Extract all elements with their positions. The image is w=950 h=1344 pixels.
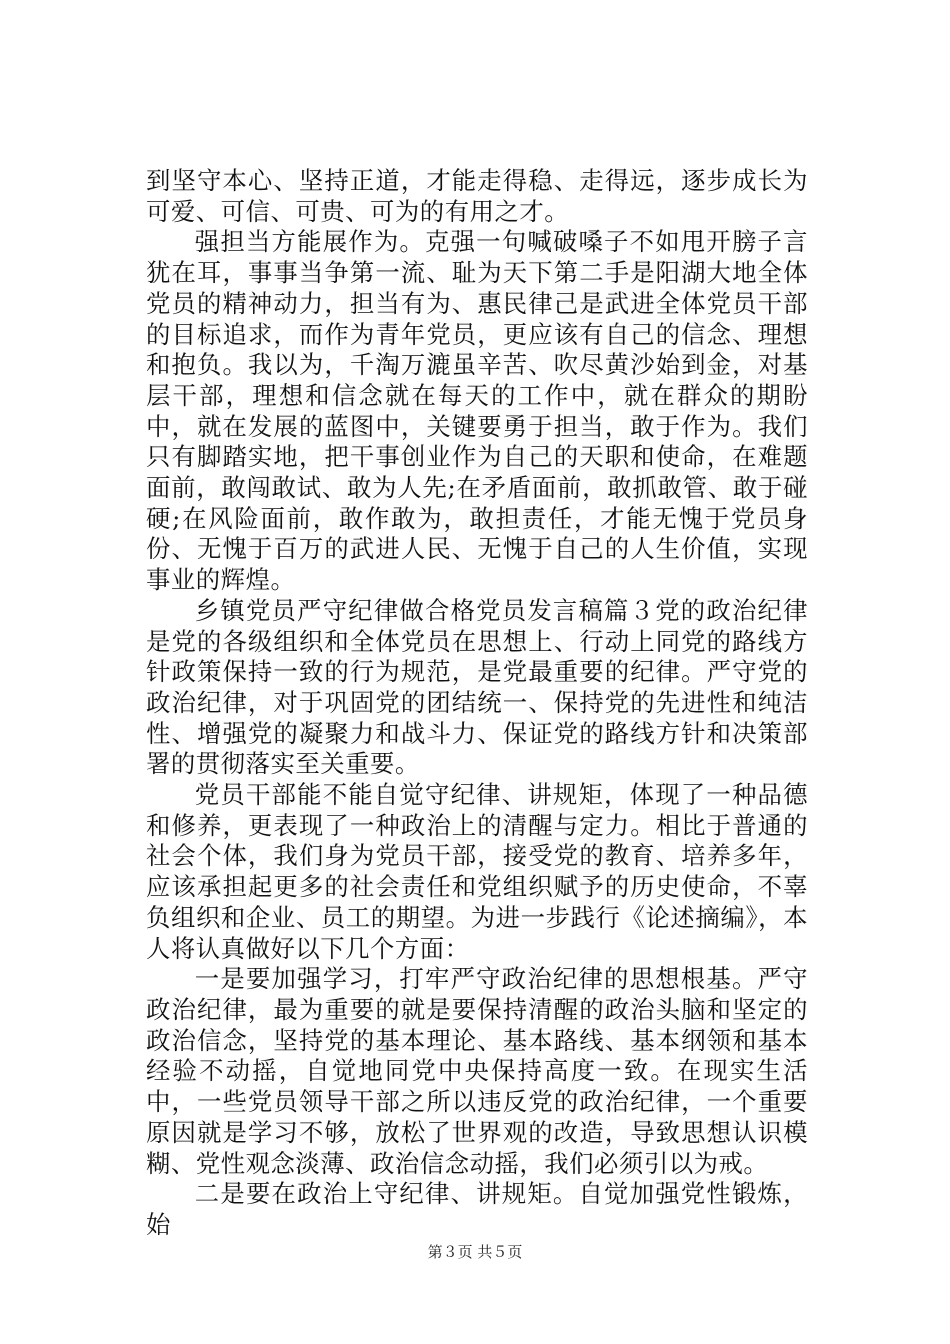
document-body bbox=[146, 166, 808, 1241]
paragraph-responsibility: 强担当方能展作为。克强一句喊破嗓子不如甩开膀子言犹在耳，事事当争第一流、耻为天下第二手是阳湖大地全体党员的精神动力，担当有为、惠民律己是武进全体党员干部的目标追求，而作为青年党员，更应该有自己的信念、理想和抱负。我以为，千淘万漉虽辛苦、吹尽黄沙始到金，对基层干部，理想和信念就在每天的工作中，就在群众的期盼中，就在发展的蓝图中，关键要勇于担当，敢于作为。我们只有脚踏实地，把干事创业作为自己的天职和使命，在难题面前，敢闯敢试、敢为人先;在矛盾面前，敢抓敢管、敢于碰硬;在风险面前，敢作敢为，敢担责任，才能无愧于党员身份、无愧于百万的武进人民、无愧于自己的人生价值，实现事业的辉煌。 bbox=[146, 227, 808, 595]
paragraph-political-discipline: 乡镇党员严守纪律做合格党员发言稿篇３党的政治纪律是党的各级组织和全体党员在思想上、行动上同党的路线方针政策保持一致的行为规范，是党最重要的纪律。严守党的政治纪律，对于巩固党的团结统一、保持党的先进性和纯洁性、增强党的凝聚力和战斗力、保证党的路线方针和决策部署的贯彻落实至关重要。 bbox=[146, 595, 808, 779]
paragraph-point-two: 二是要在政治上守纪律、讲规矩。自觉加强党性锻炼，始 bbox=[146, 1179, 808, 1239]
paragraph-continuation: 到坚守本心、坚持正道，才能走得稳、走得远，逐步成长为可爱、可信、可贵、可为的有用之才。 bbox=[146, 166, 808, 226]
page-footer: 第３页 共５页 bbox=[427, 1243, 523, 1261]
paragraph-point-one: 一是要加强学习，打牢严守政治纪律的思想根基。严守政治纪律，最为重要的就是要保持清醒的政治头脑和坚定的政治信念，坚持党的基本理论、基本路线、基本纲领和基本经验不动摇，自觉地同党中央保持高度一致。在现实生活中，一些党员领导干部之所以违反党的政治纪律，一个重要原因就是学习不够，放松了世界观的改造，导致思想认识模糊、党性观念淡薄、政治信念动摇，我们必须引以为戒。 bbox=[146, 964, 808, 1178]
paragraph-self-discipline: 党员干部能不能自觉守纪律、讲规矩，体现了一种品德和修养，更表现了一种政治上的清醒与定力。相比于普通的社会个体，我们身为党员干部，接受党的教育、培养多年，应该承担起更多的社会责任和党组织赋予的历史使命，不辜负组织和企业、员工的期望。为进一步践行《论述摘编》，本人将认真做好以下几个方面： bbox=[146, 780, 808, 963]
